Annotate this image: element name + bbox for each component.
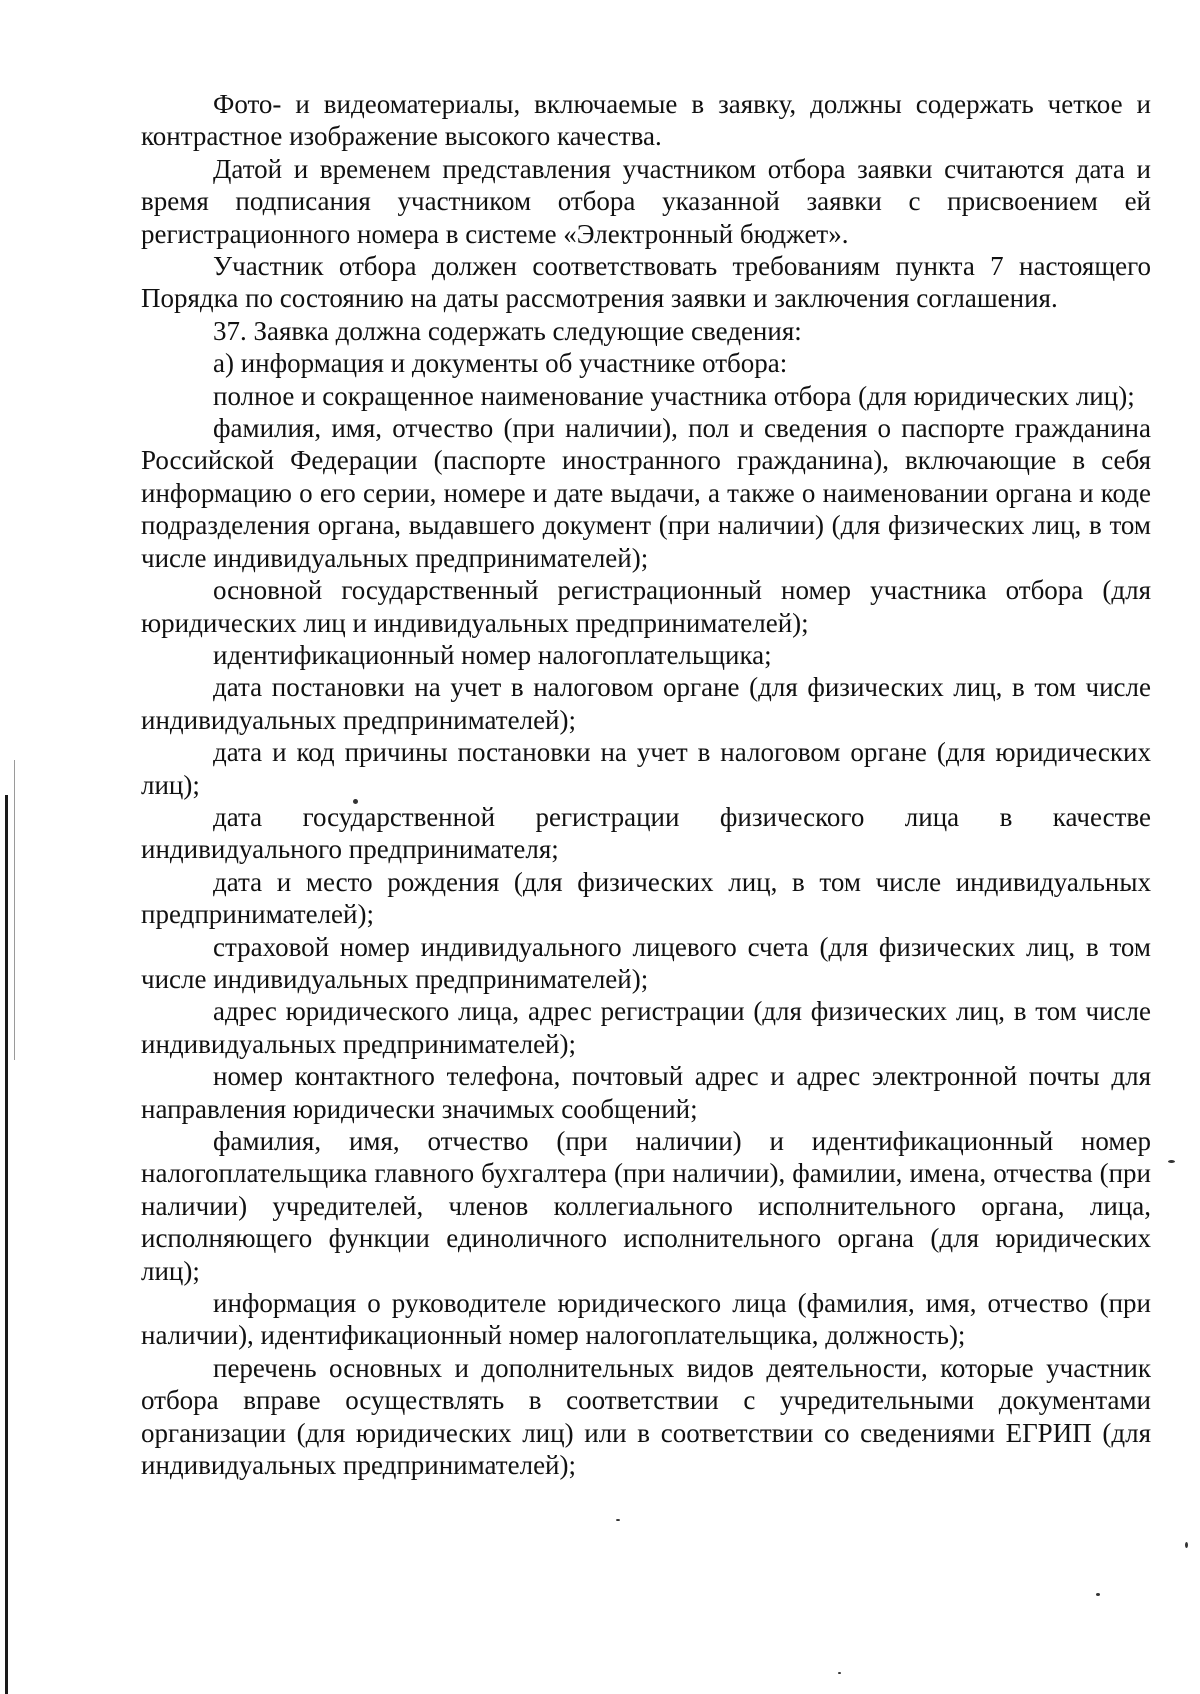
- paragraph: фамилия, имя, отчество (при наличии), пол и сведения о паспорте гражданина Российской Федерации (паспорте иностранного гражданина), включающие в себя информацию о его серии, номере и дате выдачи, а также о наименовании органа и коде подразделения органа, выдавшего документ (при наличии) (для физических лиц, в том числе индивидуальных предпринимателей);: [141, 413, 1151, 573]
- scan-speck: [616, 1519, 620, 1521]
- paragraph: Датой и временем представления участником отбора заявки считаются дата и время подписания участником отбора указанной заявки с присвоением ей регистрационного номера в системе «Электронный бюджет».: [141, 153, 1151, 249]
- scan-speck: [1168, 1160, 1175, 1163]
- scan-edge-line: [14, 760, 15, 1060]
- paragraph: 37. Заявка должна содержать следующие сведения:: [213, 315, 802, 346]
- paragraph: Участник отбора должен соответствовать требованиям пункта 7 настоящего Порядка по состоянию на даты рассмотрения заявки и заключения соглашения.: [141, 251, 1151, 314]
- paragraph: дата и код причины постановки на учет в налоговом органе (для юридических лиц);: [141, 737, 1151, 800]
- paragraph: основной государственный регистрационный номер участника отбора (для юридических лиц и индивидуальных предпринимателей);: [141, 575, 1151, 638]
- scan-edge-shadow: [5, 795, 8, 1694]
- scan-speck: [1096, 1593, 1100, 1596]
- paragraph: Фото- и видеоматериалы, включаемые в заявку, должны содержать четкое и контрастное изображение высокого качества.: [141, 89, 1151, 152]
- paragraph: информация о руководителе юридического лица (фамилия, имя, отчество (при наличии), идентификационный номер налогоплательщика, должность);: [141, 1288, 1151, 1351]
- paragraph: дата и место рождения (для физических лиц, в том числе индивидуальных предпринимателей);: [141, 866, 1151, 930]
- paragraph: полное и сокращенное наименование участника отбора (для юридических лиц);: [213, 380, 1135, 411]
- scan-speck: [1185, 1542, 1188, 1548]
- paragraph: фамилия, имя, отчество (при наличии) и идентификационный номер налогоплательщика главного бухгалтера (при наличии), фамилии, имена, отчества (при наличии) учредителей, членов коллегиального исполнительного органа, лица, исполняющего функции единоличного исполнительного органа (для юридических лиц);: [141, 1126, 1151, 1286]
- paragraph: идентификационный номер налогоплательщика;: [213, 639, 772, 670]
- paragraph: дата постановки на учет в налоговом органе (для физических лиц, в том числе индивидуальных предпринимателей);: [141, 672, 1151, 735]
- paragraph: адрес юридического лица, адрес регистрации (для физических лиц, в том числе индивидуальных предпринимателей);: [141, 996, 1151, 1059]
- paragraph: перечень основных и дополнительных видов деятельности, которые участник отбора вправе осуществлять в соответствии с учредительными документами организации (для юридических лиц) или в соответствии со сведениями ЕГРИП (для индивидуальных предпринимателей);: [141, 1352, 1151, 1481]
- paragraph: номер контактного телефона, почтовый адрес и адрес электронной почты для направления юридически значимых сообщений;: [141, 1061, 1151, 1124]
- paragraph: дата государственной регистрации физического лица в качестве индивидуального предпринимателя;: [141, 801, 1151, 865]
- paragraph: а) информация и документы об участнике отбора:: [213, 348, 788, 379]
- document-body: [141, 88, 1151, 1481]
- scan-speck: [838, 1672, 841, 1674]
- paragraph: страховой номер индивидуального лицевого счета (для физических лиц, в том числе индивидуальных предпринимателей);: [141, 931, 1151, 994]
